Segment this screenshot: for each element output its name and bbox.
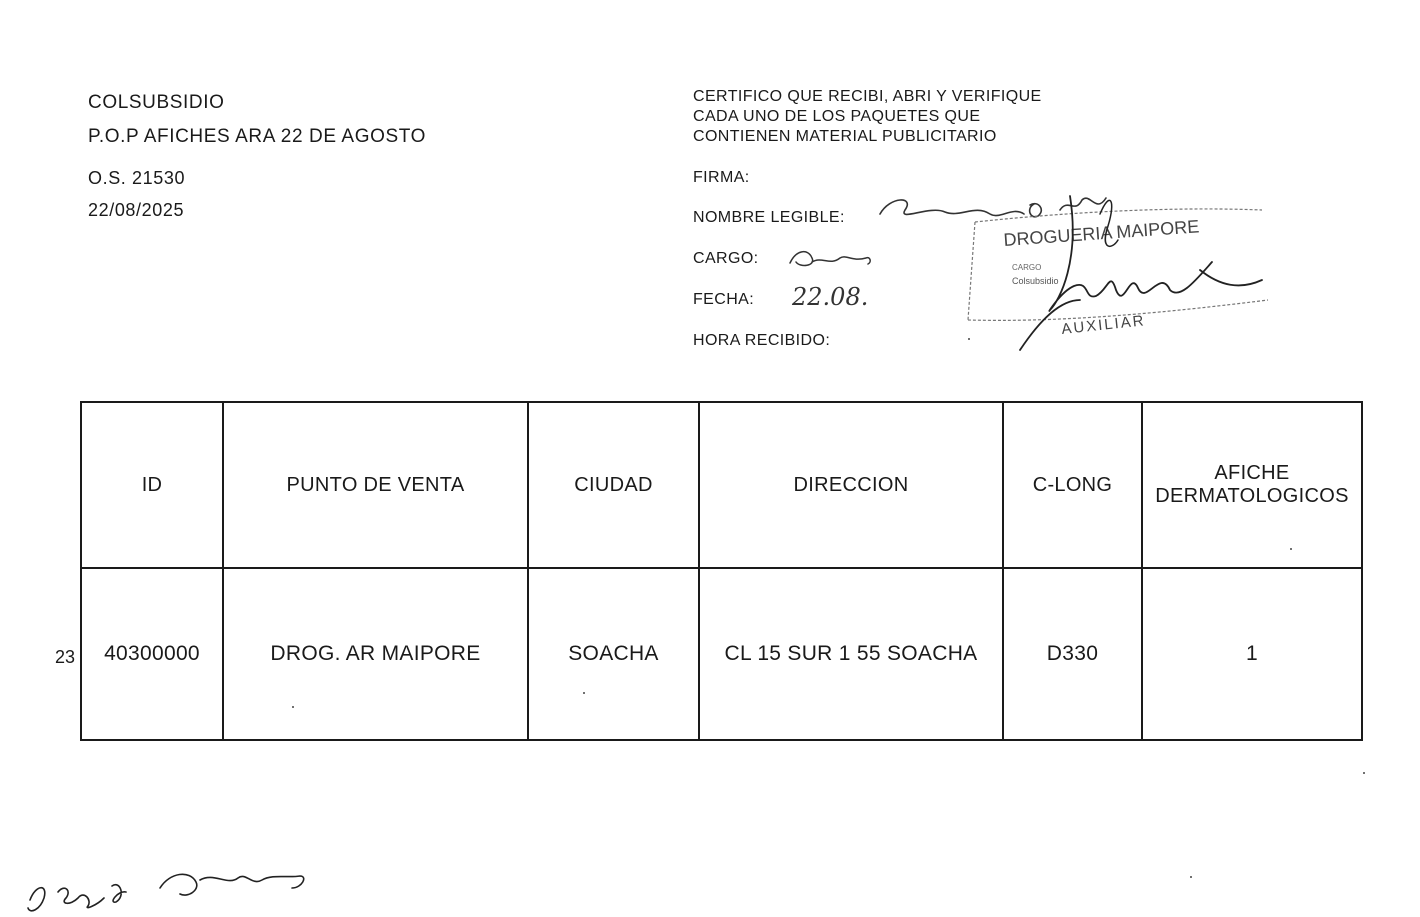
nombre-legible-label: NOMBRE LEGIBLE: (693, 209, 845, 226)
scan-speck (1363, 772, 1365, 774)
cargo-handwriting (790, 252, 870, 266)
delivery-table (80, 401, 1363, 741)
scan-speck (968, 338, 970, 340)
company-name: COLSUBSIDIO (88, 92, 225, 113)
scan-speck (1290, 548, 1292, 550)
nombre-signature (880, 198, 1106, 217)
header-c-long: C-LONG (1003, 402, 1142, 568)
table-row (81, 568, 1362, 740)
scan-speck (1190, 876, 1192, 878)
cell-id: 40300000 (81, 568, 223, 740)
firma-slash (1100, 200, 1118, 246)
certification-line: CONTIENEN MATERIAL PUBLICITARIO (693, 128, 997, 145)
table-header-row (81, 402, 1362, 568)
footer-signature (28, 874, 304, 910)
cell-ciudad: SOACHA (528, 568, 699, 740)
footer-handwritten-name: José Montaño (0, 0, 7, 1)
cargo-label: CARGO: (693, 250, 759, 267)
header-direccion: DIRECCION (699, 402, 1003, 568)
hora-recibido-label: HORA RECIBIDO: (693, 332, 831, 349)
stamp-line2: AUXILIAR (1060, 312, 1147, 338)
row-number: 23 (55, 647, 76, 667)
header-ciudad: CIUDAD (528, 402, 699, 568)
cell-direccion: CL 15 SUR 1 55 SOACHA (699, 568, 1003, 740)
header-afiche-line2: DERMATOLOGICOS (1155, 485, 1349, 507)
document-date: 22/08/2025 (88, 200, 185, 220)
scan-speck (292, 706, 294, 708)
fecha-label: FECHA: (693, 291, 755, 308)
scan-speck (583, 692, 585, 694)
fecha-handwriting: 22.08. (792, 283, 869, 311)
order-description: P.O.P AFICHES ARA 22 DE AGOSTO (88, 126, 426, 147)
stamp-small2: Colsubsidio (1012, 276, 1059, 286)
cell-punto-de-venta: DROG. AR MAIPORE (223, 568, 528, 740)
certification-text (693, 87, 1042, 147)
service-order-number: O.S. 21530 (88, 168, 186, 188)
certification-line: CERTIFICO QUE RECIBI, ABRI Y VERIFIQUE (693, 88, 1042, 105)
stamp-border (968, 209, 1268, 320)
header-punto-de-venta: PUNTO DE VENTA (223, 402, 528, 568)
stamp-small1: CARGO (1012, 263, 1042, 272)
firma-label: FIRMA: (693, 169, 750, 186)
cell-c-long: D330 (1003, 568, 1142, 740)
stamp-line1: DROGUERIA MAIPORE (1002, 216, 1200, 250)
cell-afiche: 1 (1142, 568, 1362, 740)
header-afiche-dermatologicos (1142, 402, 1362, 568)
header-afiche-line1: AFICHE (1214, 462, 1290, 484)
firma-signature (1020, 196, 1262, 350)
certification-line: CADA UNO DE LOS PAQUETES QUE (693, 108, 981, 125)
header-id: ID (81, 402, 223, 568)
